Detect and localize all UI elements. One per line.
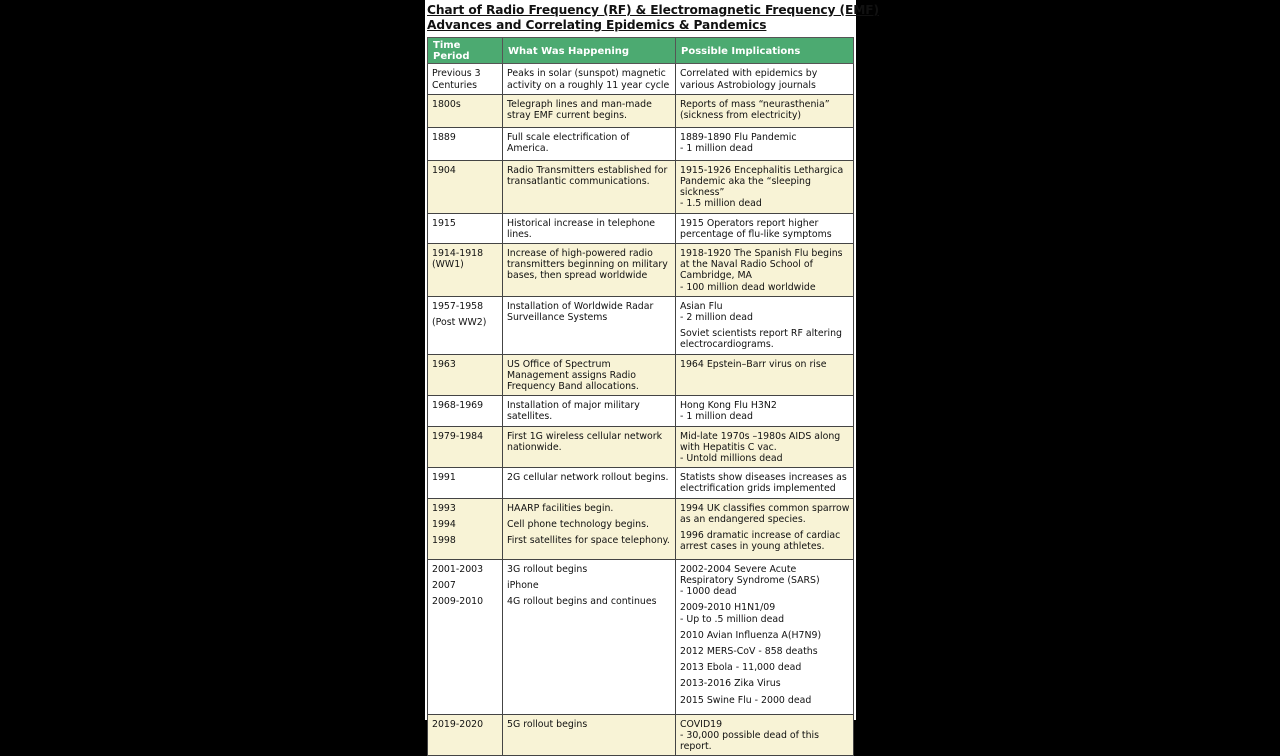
cell-entry: 1889 bbox=[432, 131, 456, 143]
cell-implications bbox=[676, 127, 854, 160]
cell-period bbox=[428, 714, 503, 756]
cell-entry: 1915-1926 Encephalitis Lethargica Pandemic aka the “sleeping sickness” - 1.5 million dead bbox=[680, 164, 844, 210]
cell-period bbox=[428, 64, 503, 94]
table-row bbox=[428, 426, 854, 468]
table-row bbox=[428, 498, 854, 559]
cell-entry: Installation of major military satellites. bbox=[507, 400, 640, 423]
cell-happening bbox=[503, 213, 676, 243]
cell-entry: Historical increase in telephone lines. bbox=[507, 217, 656, 240]
cell-entry: 1957-1958 bbox=[432, 300, 484, 312]
cell-implications bbox=[676, 468, 854, 498]
cell-happening bbox=[503, 714, 676, 756]
cell-entry: 2002-2004 Severe Acute Respiratory Syndrome (SARS) - 1000 dead bbox=[680, 563, 820, 598]
cell-happening bbox=[503, 244, 676, 297]
cell-period bbox=[428, 559, 503, 714]
cell-entry: 1968-1969 bbox=[432, 400, 484, 412]
cell-implications bbox=[676, 64, 854, 94]
cell-happening bbox=[503, 468, 676, 498]
cell-entry: Cell phone technology begins. bbox=[507, 518, 649, 530]
cell-entry: First satellites for space telephony. bbox=[507, 535, 670, 547]
chart-title bbox=[427, 3, 879, 33]
cell-entry: Increase of high-powered radio transmitters beginning on military bases, then spread worldwide bbox=[507, 248, 668, 282]
cell-period bbox=[428, 296, 503, 354]
cell-entry: 2009-2010 bbox=[432, 596, 484, 608]
cell-implications bbox=[676, 296, 854, 354]
table-row bbox=[428, 64, 854, 94]
cell-period bbox=[428, 498, 503, 559]
cell-entry: 1915 Operators report higher percentage of flu-like symptoms bbox=[680, 217, 832, 240]
cell-entry: 1994 bbox=[432, 518, 456, 530]
cell-entry: Radio Transmitters established for transatlantic communications. bbox=[507, 164, 668, 188]
cell-entry: 2007 bbox=[432, 579, 456, 591]
cell-entry: 5G rollout begins bbox=[507, 718, 588, 730]
cell-entry: Full scale electrification of America. bbox=[507, 131, 630, 155]
cell-entry: 1918-1920 The Spanish Flu begins at the Naval Radio School of Cambridge, MA - 100 million dead worldwide bbox=[680, 248, 843, 293]
rf-emf-table bbox=[427, 37, 854, 756]
cell-entry: Telegraph lines and man-made stray EMF current begins. bbox=[507, 98, 652, 122]
cell-entry: 2G cellular network rollout begins. bbox=[507, 472, 669, 484]
cell-implications bbox=[676, 714, 854, 756]
table-row bbox=[428, 244, 854, 297]
cell-entry: 1994 UK classifies common sparrow as an endangered species. bbox=[680, 502, 850, 525]
table-row bbox=[428, 213, 854, 243]
cell-entry: 2009-2010 H1N1/09 - Up to .5 million dead bbox=[680, 602, 785, 625]
cell-entry: 2015 Swine Flu - 2000 dead bbox=[680, 694, 812, 706]
cell-entry: Soviet scientists report RF altering electrocardiograms. bbox=[680, 328, 842, 351]
cell-entry: Mid-late 1970s –1980s AIDS along with Hepatitis C vac. - Untold millions dead bbox=[680, 430, 841, 465]
table-row bbox=[428, 160, 854, 213]
table-row bbox=[428, 127, 854, 160]
cell-happening bbox=[503, 94, 676, 127]
cell-entry: 1889-1890 Flu Pandemic - 1 million dead bbox=[680, 131, 797, 155]
title-line-2: Advances and Correlating Epidemics & Pandemics bbox=[427, 18, 767, 32]
cell-happening bbox=[503, 559, 676, 714]
cell-implications bbox=[676, 426, 854, 468]
cell-entry: Peaks in solar (sunspot) magnetic activity on a roughly 11 year cycle bbox=[507, 68, 670, 91]
cell-entry: 1914-1918 (WW1) bbox=[432, 248, 484, 271]
cell-entry: 1979-1984 bbox=[432, 430, 484, 442]
cell-entry: (Post WW2) bbox=[432, 317, 487, 329]
cell-happening bbox=[503, 354, 676, 396]
cell-entry: 1964 Epstein–Barr virus on rise bbox=[680, 358, 827, 370]
cell-entry: HAARP facilities begin. bbox=[507, 502, 614, 514]
cell-entry: 2013 Ebola - 11,000 dead bbox=[680, 662, 802, 674]
cell-entry: Installation of Worldwide Radar Surveillance Systems bbox=[507, 300, 654, 324]
cell-implications bbox=[676, 160, 854, 213]
cell-entry: Correlated with epidemics by various Astrobiology journals bbox=[680, 68, 818, 91]
document-page bbox=[425, 0, 879, 753]
table-row bbox=[428, 559, 854, 714]
cell-period bbox=[428, 354, 503, 396]
cell-entry: Statists show diseases increases as electrification grids implemented bbox=[680, 472, 847, 495]
cell-entry: US Office of Spectrum Management assigns Radio Frequency Band allocations. bbox=[507, 358, 639, 393]
table-row bbox=[428, 468, 854, 498]
cell-happening bbox=[503, 160, 676, 213]
cell-happening bbox=[503, 498, 676, 559]
cell-happening bbox=[503, 426, 676, 468]
cell-period bbox=[428, 160, 503, 213]
cell-entry: 2010 Avian Influenza A(H7N9) bbox=[680, 629, 822, 641]
cell-entry: 1991 bbox=[432, 472, 456, 484]
cell-entry: Asian Flu - 2 million dead bbox=[680, 300, 753, 324]
cell-happening bbox=[503, 64, 676, 94]
table-header-row bbox=[428, 38, 854, 64]
cell-implications bbox=[676, 396, 854, 426]
cell-implications bbox=[676, 498, 854, 559]
cell-happening bbox=[503, 127, 676, 160]
cell-implications bbox=[676, 354, 854, 396]
cell-entry: iPhone bbox=[507, 579, 539, 591]
cell-period bbox=[428, 94, 503, 127]
cell-implications bbox=[676, 244, 854, 297]
cell-entry: First 1G wireless cellular network nationwide. bbox=[507, 430, 663, 453]
header-time-period: Time Period bbox=[428, 38, 503, 64]
cell-entry: 2001-2003 bbox=[432, 563, 484, 575]
cell-entry: Hong Kong Flu H3N2 - 1 million dead bbox=[680, 400, 777, 423]
table-row bbox=[428, 296, 854, 354]
cell-entry: 1998 bbox=[432, 535, 456, 547]
cell-entry: 1993 bbox=[432, 502, 456, 514]
cell-period bbox=[428, 244, 503, 297]
cell-entry: Reports of mass “neurasthenia” (sickness from electricity) bbox=[680, 98, 830, 122]
table-body bbox=[428, 64, 854, 756]
header-what-was-happening: What Was Happening bbox=[503, 38, 676, 64]
cell-period bbox=[428, 127, 503, 160]
title-line-1: Chart of Radio Frequency (RF) & Electromagnetic Frequency (EMF) bbox=[427, 3, 879, 17]
cell-entry: 1800s bbox=[432, 98, 461, 110]
table-row bbox=[428, 94, 854, 127]
table-row bbox=[428, 396, 854, 426]
cell-entry: 1996 dramatic increase of cardiac arrest cases in young athletes. bbox=[680, 530, 841, 553]
cell-entry: 1904 bbox=[432, 164, 456, 176]
cell-happening bbox=[503, 296, 676, 354]
cell-entry: 3G rollout begins bbox=[507, 563, 588, 575]
cell-entry: 1915 bbox=[432, 217, 456, 229]
cell-entry: 1963 bbox=[432, 358, 456, 370]
cell-period bbox=[428, 426, 503, 468]
cell-period bbox=[428, 396, 503, 426]
cell-entry: 4G rollout begins and continues bbox=[507, 596, 657, 608]
cell-entry: 2013-2016 Zika Virus bbox=[680, 678, 781, 690]
cell-period bbox=[428, 213, 503, 243]
cell-period bbox=[428, 468, 503, 498]
cell-implications bbox=[676, 94, 854, 127]
cell-entry: 2019-2020 bbox=[432, 718, 484, 730]
table-row bbox=[428, 354, 854, 396]
cell-implications bbox=[676, 213, 854, 243]
cell-implications bbox=[676, 559, 854, 714]
cell-entry: COVID19 - 30,000 possible dead of this report. bbox=[680, 718, 820, 753]
header-possible-implications: Possible Implications bbox=[676, 38, 854, 64]
cell-entry: Previous 3 Centuries bbox=[432, 68, 481, 91]
table-row bbox=[428, 714, 854, 756]
cell-happening bbox=[503, 396, 676, 426]
cell-entry: 2012 MERS-CoV - 858 deaths bbox=[680, 645, 818, 657]
